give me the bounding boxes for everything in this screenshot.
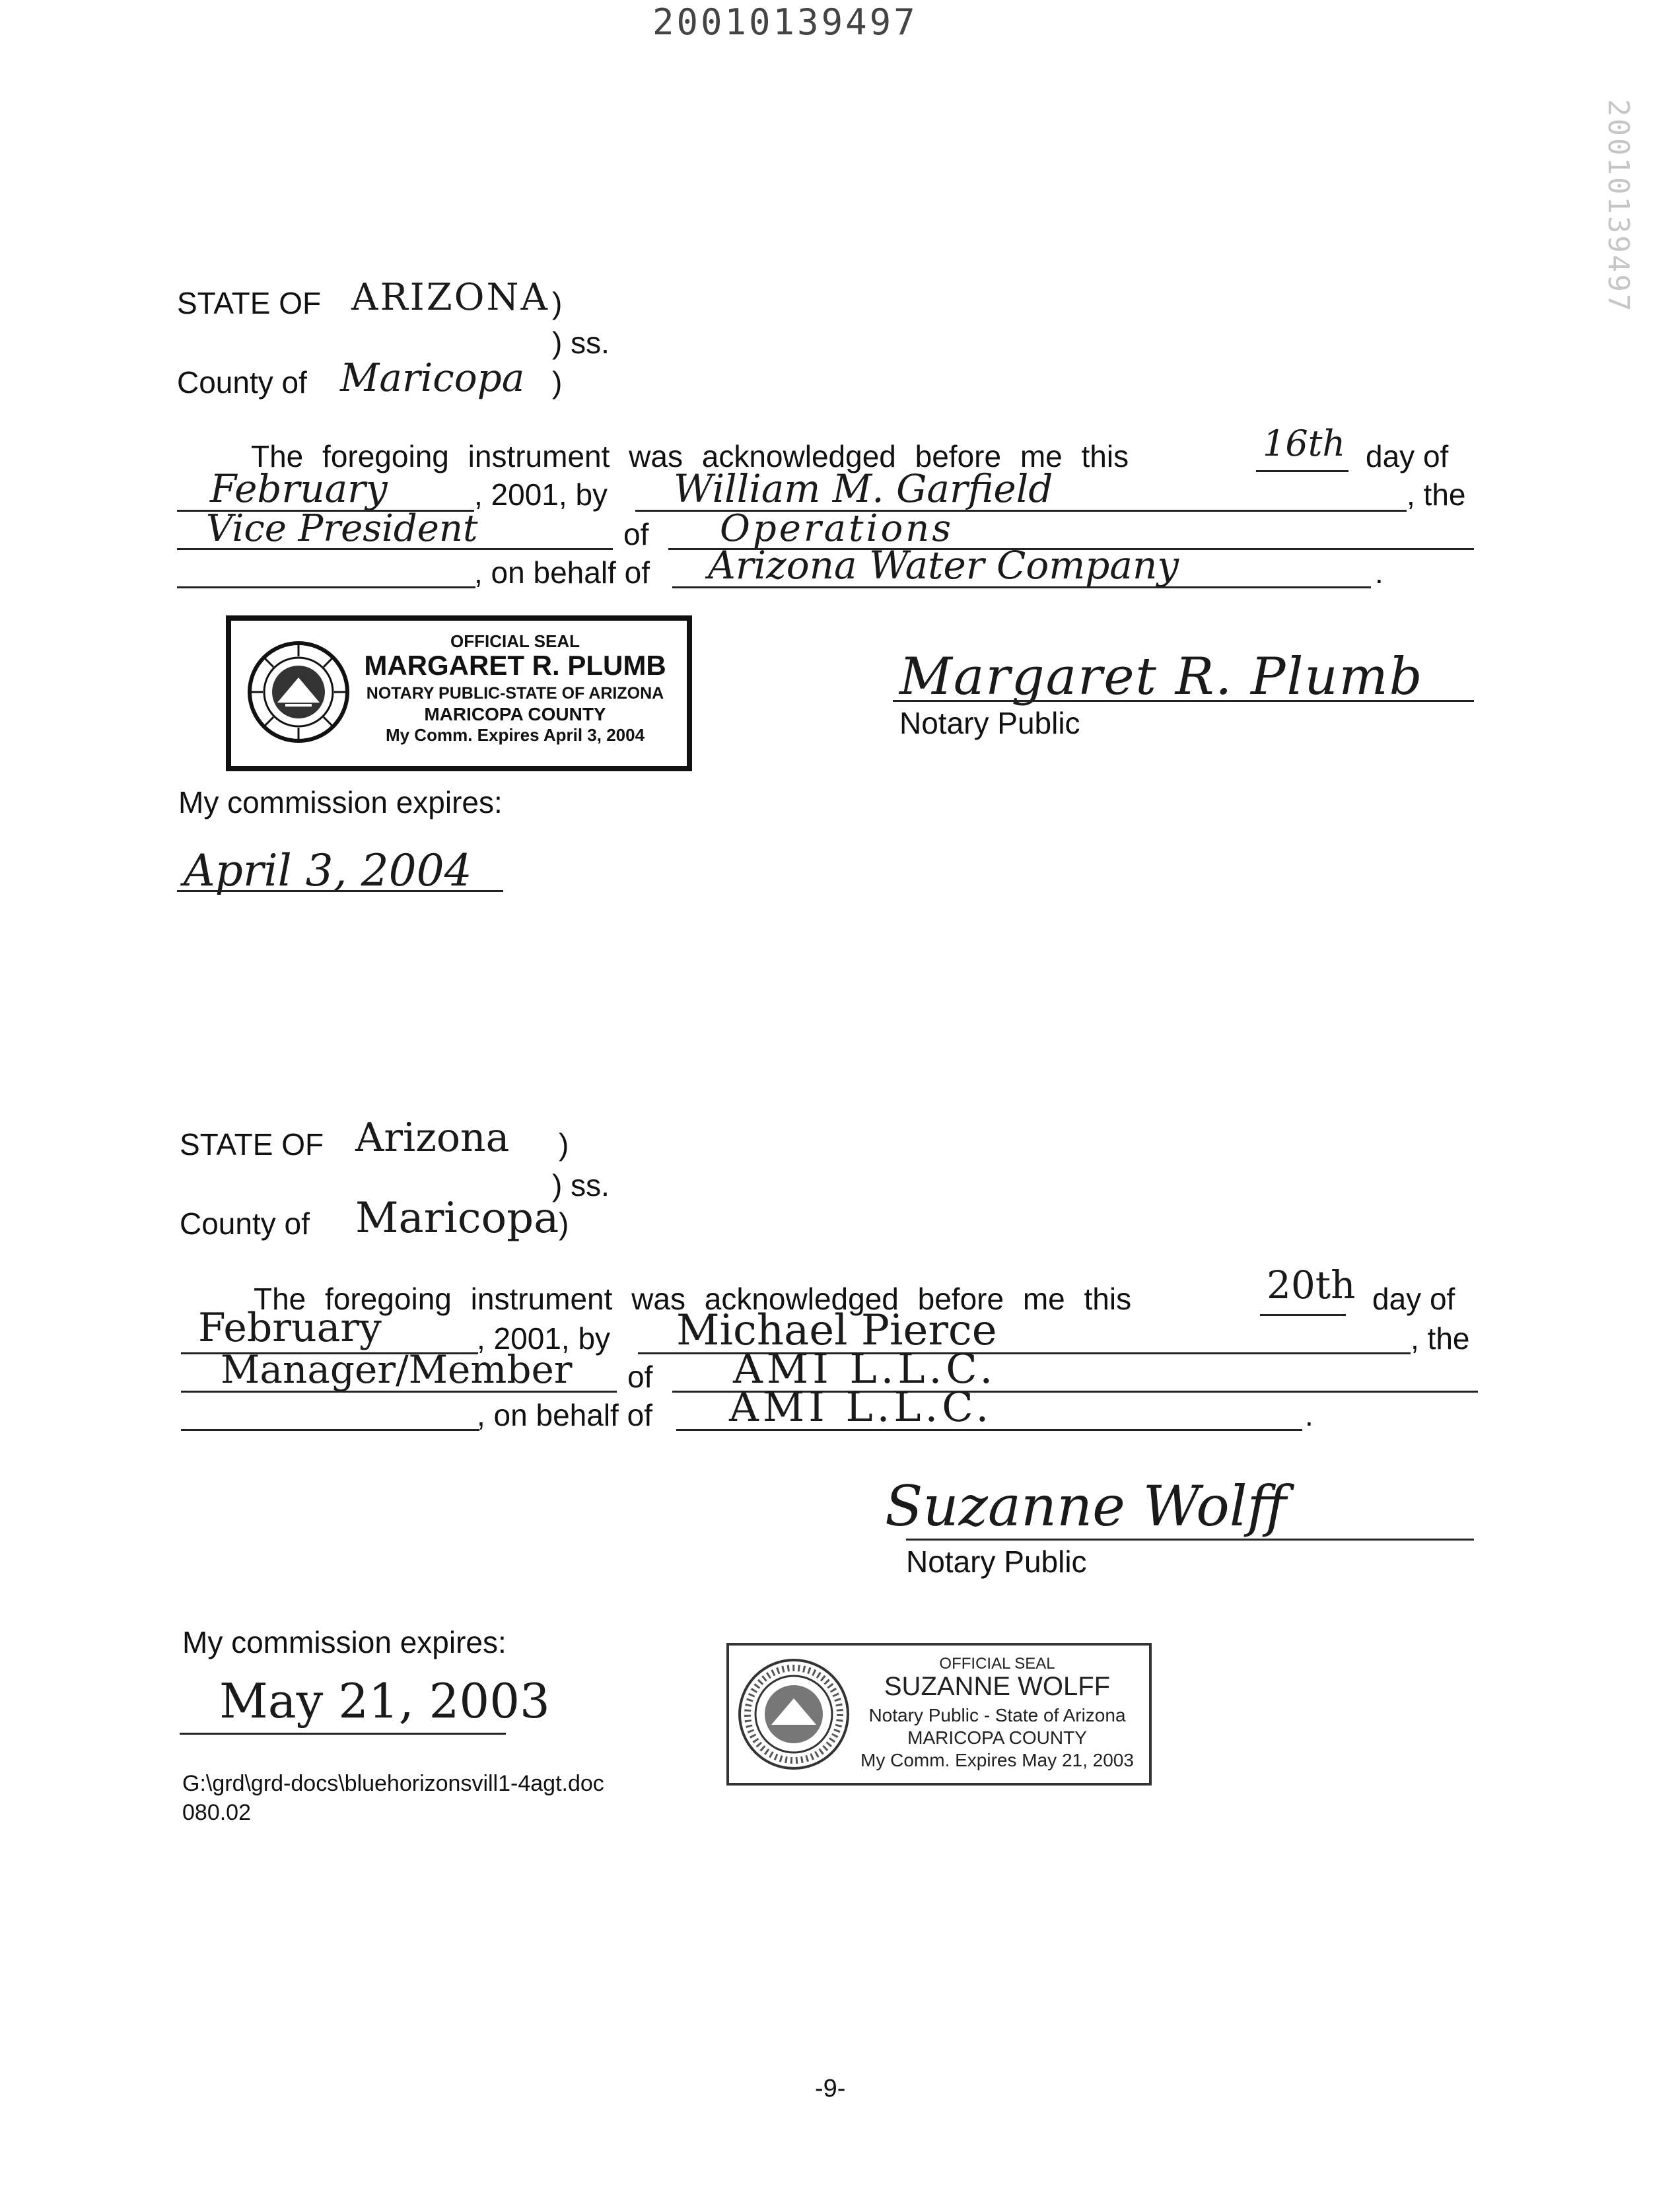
seal-title: OFFICIAL SEAL bbox=[450, 631, 580, 651]
signer-name: Michael Pierce bbox=[676, 1306, 997, 1355]
file-code: 080.02 bbox=[182, 1800, 251, 1825]
state-value: Arizona bbox=[355, 1115, 510, 1161]
day-of-text: day of bbox=[1372, 1282, 1455, 1316]
paren: ) bbox=[552, 286, 563, 320]
on-behalf-text: , on behalf of bbox=[477, 1398, 652, 1432]
page-number: -9- bbox=[815, 2075, 846, 2102]
notary-seal-wolff bbox=[726, 1643, 1152, 1786]
county-value: Maricopa bbox=[355, 1194, 559, 1243]
behalf-value: AMI L.L.C. bbox=[729, 1383, 993, 1431]
ack-intro-text: The foregoing instrument was acknowledged before me this bbox=[254, 1282, 1132, 1316]
seal-name: MARGARET R. PLUMB bbox=[364, 650, 666, 681]
month-value: February bbox=[198, 1305, 382, 1351]
state-label: STATE OF bbox=[177, 286, 322, 320]
commission-label: My commission expires: bbox=[178, 785, 503, 819]
ss-label: ) ss. bbox=[552, 326, 610, 360]
seal-line2: MARICOPA COUNTY bbox=[424, 704, 606, 724]
the-text: , the bbox=[1407, 477, 1466, 512]
year-by-text: , 2001, by bbox=[474, 477, 608, 512]
document-number: 20010139497 bbox=[652, 1, 918, 43]
side-stamp: 20010139497 bbox=[1601, 99, 1635, 314]
state-value: ARIZONA bbox=[351, 276, 549, 319]
paren: ) bbox=[559, 1127, 569, 1162]
day-value: 20th bbox=[1267, 1263, 1356, 1307]
commission-label: My commission expires: bbox=[182, 1625, 507, 1659]
on-behalf-text: , on behalf of bbox=[474, 555, 650, 590]
seal-title: OFFICIAL SEAL bbox=[939, 1655, 1055, 1673]
file-path: G:\grd\grd-docs\bluehorizonsvill1-4agt.doc bbox=[182, 1771, 604, 1796]
seal-line3: My Comm. Expires April 3, 2004 bbox=[385, 725, 645, 745]
period: . bbox=[1375, 555, 1383, 590]
seal-line2: MARICOPA COUNTY bbox=[907, 1727, 1087, 1748]
county-label: County of bbox=[180, 1206, 310, 1241]
seal-name: SUZANNE WOLFF bbox=[884, 1672, 1111, 1701]
notary-public-label: Notary Public bbox=[899, 706, 1080, 740]
notary-seal-plumb bbox=[226, 615, 692, 771]
seal-line3: My Comm. Expires May 21, 2003 bbox=[860, 1750, 1134, 1770]
notary-public-label: Notary Public bbox=[906, 1545, 1087, 1579]
paren: ) bbox=[559, 1206, 569, 1241]
seal-line1: NOTARY PUBLIC-STATE OF ARIZONA bbox=[366, 684, 664, 703]
day-value: 16th bbox=[1263, 423, 1346, 464]
ack-intro-text: The foregoing instrument was acknowledged before me this bbox=[251, 439, 1129, 473]
day-of-text: day of bbox=[1366, 439, 1449, 473]
ss-label: ) ss. bbox=[552, 1168, 610, 1202]
state-seal-icon bbox=[736, 1656, 852, 1772]
behalf-value: Arizona Water Company bbox=[708, 543, 1179, 588]
signer-title: Vice President bbox=[206, 507, 478, 550]
seal-line1: Notary Public - State of Arizona bbox=[868, 1705, 1126, 1725]
paren: ) bbox=[552, 365, 563, 399]
signer-name: William M. Garfield bbox=[674, 466, 1053, 511]
signer-title: Manager/Member bbox=[221, 1347, 573, 1392]
notary-signature: Suzanne Wolff bbox=[885, 1474, 1287, 1539]
commission-date: April 3, 2004 bbox=[184, 845, 472, 896]
of-text: of bbox=[627, 1360, 653, 1394]
state-seal-icon bbox=[246, 639, 351, 745]
of-value: Operations bbox=[720, 507, 954, 550]
commission-date: May 21, 2003 bbox=[219, 1673, 550, 1729]
of-text: of bbox=[623, 517, 649, 551]
year-by-text: , 2001, by bbox=[477, 1321, 611, 1356]
period: . bbox=[1305, 1398, 1313, 1432]
month-value: February bbox=[210, 466, 388, 511]
of-value: AMI L.L.C. bbox=[733, 1344, 997, 1393]
the-text: , the bbox=[1411, 1321, 1470, 1356]
state-label: STATE OF bbox=[180, 1127, 324, 1162]
county-value: Maricopa bbox=[340, 355, 525, 400]
notary-signature: Margaret R. Plumb bbox=[899, 647, 1424, 707]
county-label: County of bbox=[177, 365, 307, 399]
